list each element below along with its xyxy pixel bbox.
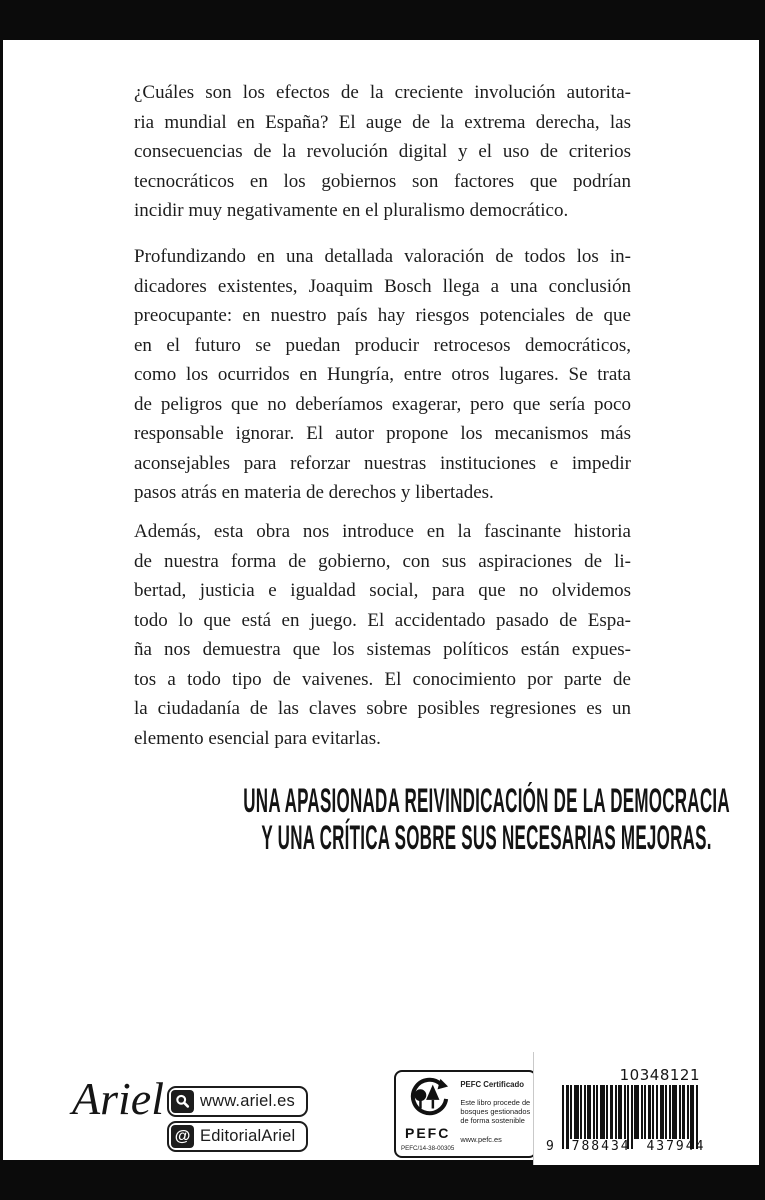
- pefc-certification-box: [394, 1070, 537, 1158]
- paragraph-line: incidir muy negativamente en el pluralismo democrático.: [134, 200, 569, 221]
- at-icon: @: [171, 1125, 194, 1148]
- bottom-black-band: [0, 1160, 765, 1200]
- barcode-label-edge: [533, 1052, 534, 1165]
- tagline: [0, 783, 765, 857]
- barcode-bar: [652, 1085, 654, 1139]
- left-border: [0, 0, 3, 1200]
- social-pill[interactable]: [167, 1121, 308, 1152]
- paragraph-line: todo lo que está en juego. El accidentado pasado de Espa-: [134, 609, 631, 631]
- barcode-bar: [600, 1085, 605, 1139]
- pefc-logo-icon: [406, 1077, 450, 1124]
- barcode-bar: [596, 1085, 598, 1139]
- paragraph-line: ria mundial en España? El auge de la extrema derecha, las: [134, 111, 631, 133]
- paragraph-line: bertad, justicia e igualdad social, para que no olvidemos: [134, 580, 631, 601]
- barcode-bar: [672, 1085, 677, 1139]
- pefc-title: PEFC Certificado: [460, 1080, 525, 1089]
- right-border: [759, 0, 765, 1200]
- barcode-bar: [641, 1085, 643, 1139]
- pefc-cert-code: PEFC/14-38-00305: [401, 1144, 455, 1152]
- barcode-bar: [679, 1085, 681, 1139]
- isbn-digits: 9 788434 437944: [546, 1139, 706, 1154]
- paragraph-line: de nuestra forma de gobierno, con sus aspiraciones de li-: [134, 550, 631, 572]
- paragraph-line: Además, esta obra nos introduce en la fascinante historia: [134, 521, 631, 542]
- tagline-text: [243, 783, 730, 857]
- social-label: EditorialAriel: [200, 1127, 296, 1145]
- paragraph-line: la ciudadanía de las claves sobre posibles regresiones es un: [134, 698, 631, 719]
- website-label: www.ariel.es: [200, 1092, 296, 1110]
- tagline-line: UNA APASIONADA REIVINDICACIÓN DE LA DEMOCRACIA: [243, 782, 730, 820]
- paragraph-line: Profundizando en una detallada valoración de todos los in-: [134, 246, 631, 267]
- search-icon: [171, 1090, 194, 1113]
- pefc-url: www.pefc.es: [460, 1135, 502, 1144]
- barcode-bar: [606, 1085, 608, 1139]
- product-code: 10348121: [619, 1066, 700, 1084]
- paragraph-line: de peligros que no deberíamos exagerar, pero que sería poco: [134, 393, 631, 415]
- barcode-bar: [587, 1085, 591, 1139]
- synopsis-paragraph-1: [134, 78, 631, 226]
- barcode-bar: [574, 1085, 579, 1139]
- barcode-bar: [593, 1085, 595, 1139]
- paragraph-line: preocupante: en nuestro país hay riesgos potenciales de que: [134, 305, 631, 326]
- barcode-bar: [634, 1085, 639, 1139]
- website-pill[interactable]: [167, 1086, 308, 1117]
- barcode-bar: [669, 1085, 671, 1139]
- paragraph-line: ña nos demuestra que los sistemas políticos están expues-: [134, 639, 631, 660]
- paragraph-line: tos a todo tipo de vaivenes. El conocimiento por parte de: [134, 668, 631, 690]
- synopsis-paragraph-3: [134, 517, 631, 753]
- barcode-bar: [624, 1085, 626, 1139]
- tagline-line: Y UNA CRÍTICA SOBRE SUS NECESARIAS MEJORAS.: [261, 819, 712, 857]
- barcode-bar: [618, 1085, 622, 1139]
- barcode-bar: [682, 1085, 685, 1139]
- barcode-bar: [648, 1085, 651, 1139]
- paragraph-line: responsable ignorar. El autor propone los mecanismos más: [134, 423, 631, 444]
- publisher-logo: Ariel: [72, 1073, 164, 1124]
- synopsis-paragraph-2: [134, 242, 631, 508]
- barcode-bar: [615, 1085, 617, 1139]
- paragraph-line: en el futuro se puedan producir retrocesos democráticos,: [134, 334, 631, 356]
- barcode-bar: [580, 1085, 582, 1139]
- paragraph-line: pasos atrás en materia de derechos y libertades.: [134, 482, 494, 503]
- pefc-wordmark: PEFC: [404, 1125, 451, 1141]
- paragraph-line: como los ocurridos en Hungría, entre otros lugares. Se trata: [134, 364, 631, 385]
- barcode-bar: [660, 1085, 664, 1139]
- barcode-bar: [656, 1085, 658, 1139]
- barcode-bar: [610, 1085, 613, 1139]
- top-black-band: [0, 0, 765, 40]
- paragraph-line: aconsejables para reforzar nuestras instituciones e impedir: [134, 452, 631, 474]
- barcode-bar: [687, 1085, 689, 1139]
- barcode-bar: [570, 1085, 572, 1139]
- pefc-description: Este libro procede de bosques gestionados de forma sostenible: [460, 1098, 531, 1125]
- paragraph-line: tecnocráticos en los gobiernos son factores que podrían: [134, 170, 631, 192]
- barcode-bar: [644, 1085, 646, 1139]
- paragraph-line: elemento esencial para evitarlas.: [134, 727, 381, 749]
- barcode-block: [533, 1052, 759, 1165]
- barcode-bar: [584, 1085, 586, 1139]
- paragraph-line: consecuencias de la revolución digital y el uso de criterios: [134, 141, 631, 162]
- barcode-bar: [665, 1085, 667, 1139]
- paragraph-line: dicadores existentes, Joaquim Bosch llega a una conclusión: [134, 275, 631, 297]
- paragraph-line: ¿Cuáles son los efectos de la creciente involución autorita-: [134, 82, 631, 103]
